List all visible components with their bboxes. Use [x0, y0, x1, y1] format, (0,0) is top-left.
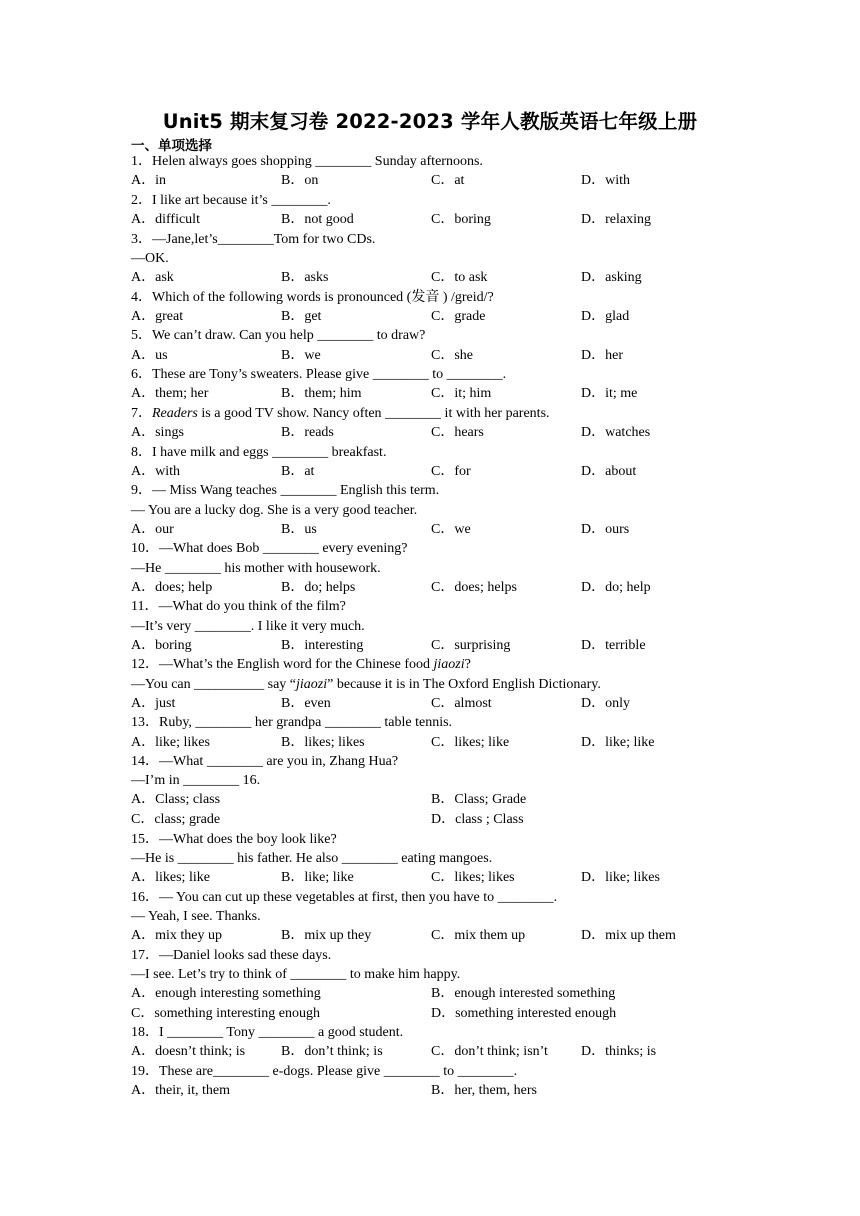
option-d: D．like; likes: [581, 870, 660, 886]
question-18: [131, 1023, 731, 1062]
option-b: B．do; helps: [281, 579, 356, 595]
option-a: A．with: [131, 463, 180, 479]
option-item: A．Class; class: [131, 792, 221, 808]
question-1: [131, 152, 731, 191]
question-stem: 2．I like art because it’s ________.: [131, 192, 331, 208]
option-d: D．only: [581, 695, 630, 711]
question-dialogue-line: —He ________ his mother with housework.: [131, 560, 381, 576]
page-title: Unit5 期末复习卷 2022-2023 学年人教版英语七年级上册: [162, 110, 698, 133]
options-row: [131, 733, 731, 753]
option-b: B．get: [281, 308, 322, 324]
option-c: C．we: [431, 521, 471, 537]
option-d: D．like; like: [581, 734, 655, 750]
question-13: [131, 713, 731, 752]
question-stem: 10．—What does Bob ________ every evening?: [131, 541, 408, 557]
option-item: A．enough interesting something: [131, 985, 321, 1001]
question-stem: 6．These are Tony’s sweaters. Please give ________ to ________.: [131, 367, 507, 383]
question-10: [131, 539, 731, 597]
option-b: B．them; him: [281, 386, 362, 402]
option-c: C．for: [431, 463, 471, 479]
options-row: [131, 423, 731, 443]
option-b: B．not good: [281, 211, 354, 227]
question-stem: 15．—What does the boy look like?: [131, 831, 337, 847]
option-c: C．mix them up: [431, 928, 526, 943]
option-c: C．it; him: [431, 386, 492, 402]
option-c: C．don’t think; isn’t: [431, 1044, 548, 1060]
option-a: A．sings: [131, 425, 184, 441]
question-12: [131, 655, 731, 713]
question-dialogue-line: —I see. Let’s try to think of ________ to make him happy.: [131, 966, 461, 982]
options-row: [131, 694, 731, 714]
question-stem: 11．—What do you think of the film?: [131, 599, 346, 615]
question-6: [131, 365, 731, 404]
option-c: C．she: [431, 347, 473, 363]
option-c: C．hears: [431, 425, 484, 441]
option-d: D．watches: [581, 425, 651, 441]
option-a: A．difficult: [131, 211, 200, 227]
option-b: B．reads: [281, 425, 334, 441]
option-d: D．thinks; is: [581, 1044, 657, 1060]
question-17: [131, 946, 731, 1024]
options-row: [131, 210, 731, 230]
question-19: [131, 1062, 731, 1101]
option-b: B．even: [281, 695, 331, 711]
option-b: B．at: [281, 463, 315, 479]
question-stem: 9．— Miss Wang teaches ________ English this term.: [131, 483, 440, 499]
question-stem: 13．Ruby, ________ her grandpa ________ table tennis.: [131, 715, 453, 731]
options-row: [131, 307, 731, 327]
option-a: A．us: [131, 347, 168, 363]
question-stem: 16．— You can cut up these vegetables at first, then you have to ________.: [131, 889, 558, 905]
question-stem: 3．—Jane,let’s________Tom for two CDs.: [131, 231, 376, 247]
question-dialogue-line: — Yeah, I see. Thanks.: [131, 908, 261, 924]
option-a: A．like; likes: [131, 734, 210, 750]
question-dialogue-line: —You can __________ say “jiaozi” because it is in The Oxford English Dictionary.: [131, 676, 601, 692]
question-9: [131, 481, 731, 539]
option-a: A．doesn’t think; is: [131, 1044, 246, 1060]
question-14: [131, 752, 731, 830]
option-b: B．on: [281, 173, 319, 189]
option-d: D．relaxing: [581, 211, 651, 227]
option-d: D．with: [581, 173, 630, 189]
section-heading: 一、单项选择: [131, 138, 212, 154]
question-dialogue-line: —It’s very ________. I like it very much.: [131, 618, 365, 634]
question-dialogue-line: —He is ________ his father. He also ________ eating mangoes.: [131, 850, 493, 866]
question-stem: 1．Helen always goes shopping ________ Sunday afternoons.: [131, 154, 483, 169]
option-c: C．boring: [431, 211, 491, 227]
options-row: [131, 984, 731, 1004]
option-c: C．likes; likes: [431, 870, 515, 886]
option-b: B．likes; likes: [281, 734, 365, 750]
option-c: C．likes; like: [431, 734, 510, 750]
options-row: [131, 346, 731, 366]
question-dialogue-line: —I’m in ________ 16.: [131, 773, 261, 789]
option-d: D．glad: [581, 308, 630, 324]
question-3: [131, 230, 731, 288]
option-item: C．class; grade: [131, 812, 221, 828]
options-row: [131, 384, 731, 404]
question-list: [131, 152, 731, 1101]
option-a: A．ask: [131, 269, 174, 285]
option-d: D．terrible: [581, 637, 646, 653]
options-row: [131, 636, 731, 656]
options-row: [131, 810, 731, 830]
option-item: B．enough interested something: [431, 985, 616, 1001]
option-a: A．mix they up: [131, 928, 222, 943]
question-stem: 17．—Daniel looks sad these days.: [131, 947, 332, 963]
option-d: D．asking: [581, 269, 642, 285]
option-c: C．grade: [431, 308, 486, 324]
question-11: [131, 597, 731, 655]
options-row: [131, 1004, 731, 1024]
options-row: [131, 868, 731, 888]
question-stem: 14．—What ________ are you in, Zhang Hua?: [131, 754, 399, 770]
option-item: D．something interested enough: [431, 1005, 617, 1021]
option-item: B．Class; Grade: [431, 792, 527, 808]
option-c: C．to ask: [431, 269, 488, 285]
question-16: [131, 888, 731, 946]
question-8: [131, 443, 731, 482]
options-row: [131, 462, 731, 482]
option-b: B．interesting: [281, 637, 364, 653]
question-5: [131, 326, 731, 365]
question-4: [131, 288, 731, 327]
option-d: D．about: [581, 463, 637, 479]
option-d: D．it; me: [581, 386, 638, 402]
options-row: [131, 578, 731, 598]
question-stem: 4．Which of the following words is pronounced (发音 ) /greid/?: [131, 289, 494, 305]
option-a: A．in: [131, 173, 166, 189]
options-row: [131, 520, 731, 540]
option-b: B．like; like: [281, 870, 354, 886]
option-b: B．we: [281, 347, 321, 363]
option-c: C．surprising: [431, 637, 511, 653]
option-d: D．mix up them: [581, 928, 676, 943]
option-b: B．us: [281, 521, 317, 537]
question-2: [131, 191, 731, 230]
option-a: A．them; her: [131, 386, 209, 402]
option-item: C．something interesting enough: [131, 1005, 320, 1021]
question-stem: 19．These are________ e-dogs. Please give ________ to ________.: [131, 1063, 518, 1079]
question-dialogue-line: —OK.: [131, 250, 169, 266]
option-d: D．ours: [581, 521, 630, 537]
question-7: [131, 404, 731, 443]
option-item: D．class ; Class: [431, 812, 524, 828]
options-row: [131, 790, 731, 810]
options-row: [131, 1081, 731, 1101]
option-c: C．at: [431, 173, 465, 189]
question-stem: 5．We can’t draw. Can you help ________ to draw?: [131, 328, 426, 344]
option-b: B．mix up they: [281, 928, 372, 943]
question-stem: 12．—What’s the English word for the Chinese food jiaozi?: [131, 657, 471, 673]
options-row: [131, 171, 731, 191]
option-c: C．does; helps: [431, 579, 517, 595]
option-item: B．her, them, hers: [431, 1083, 537, 1099]
option-a: A．does; help: [131, 579, 213, 595]
question-15: [131, 830, 731, 888]
option-a: A．boring: [131, 637, 192, 653]
question-stem: 18．I ________ Tony ________ a good student.: [131, 1025, 404, 1041]
option-b: B．asks: [281, 269, 329, 285]
question-dialogue-line: — You are a lucky dog. She is a very good teacher.: [131, 502, 418, 518]
question-stem: 7．Readers is a good TV show. Nancy often ________ it with her parents.: [131, 405, 550, 421]
option-d: D．do; help: [581, 579, 651, 595]
option-c: C．almost: [431, 695, 492, 711]
option-a: A．great: [131, 308, 184, 324]
option-a: A．likes; like: [131, 870, 210, 886]
option-d: D．her: [581, 347, 623, 363]
option-a: A．our: [131, 521, 174, 537]
options-row: [131, 926, 731, 946]
option-item: A．their, it, them: [131, 1083, 230, 1099]
option-a: A．just: [131, 695, 176, 711]
option-b: B．don’t think; is: [281, 1044, 383, 1060]
options-row: [131, 268, 731, 288]
question-stem: 8．I have milk and eggs ________ breakfast.: [131, 444, 387, 460]
options-row: [131, 1042, 731, 1062]
